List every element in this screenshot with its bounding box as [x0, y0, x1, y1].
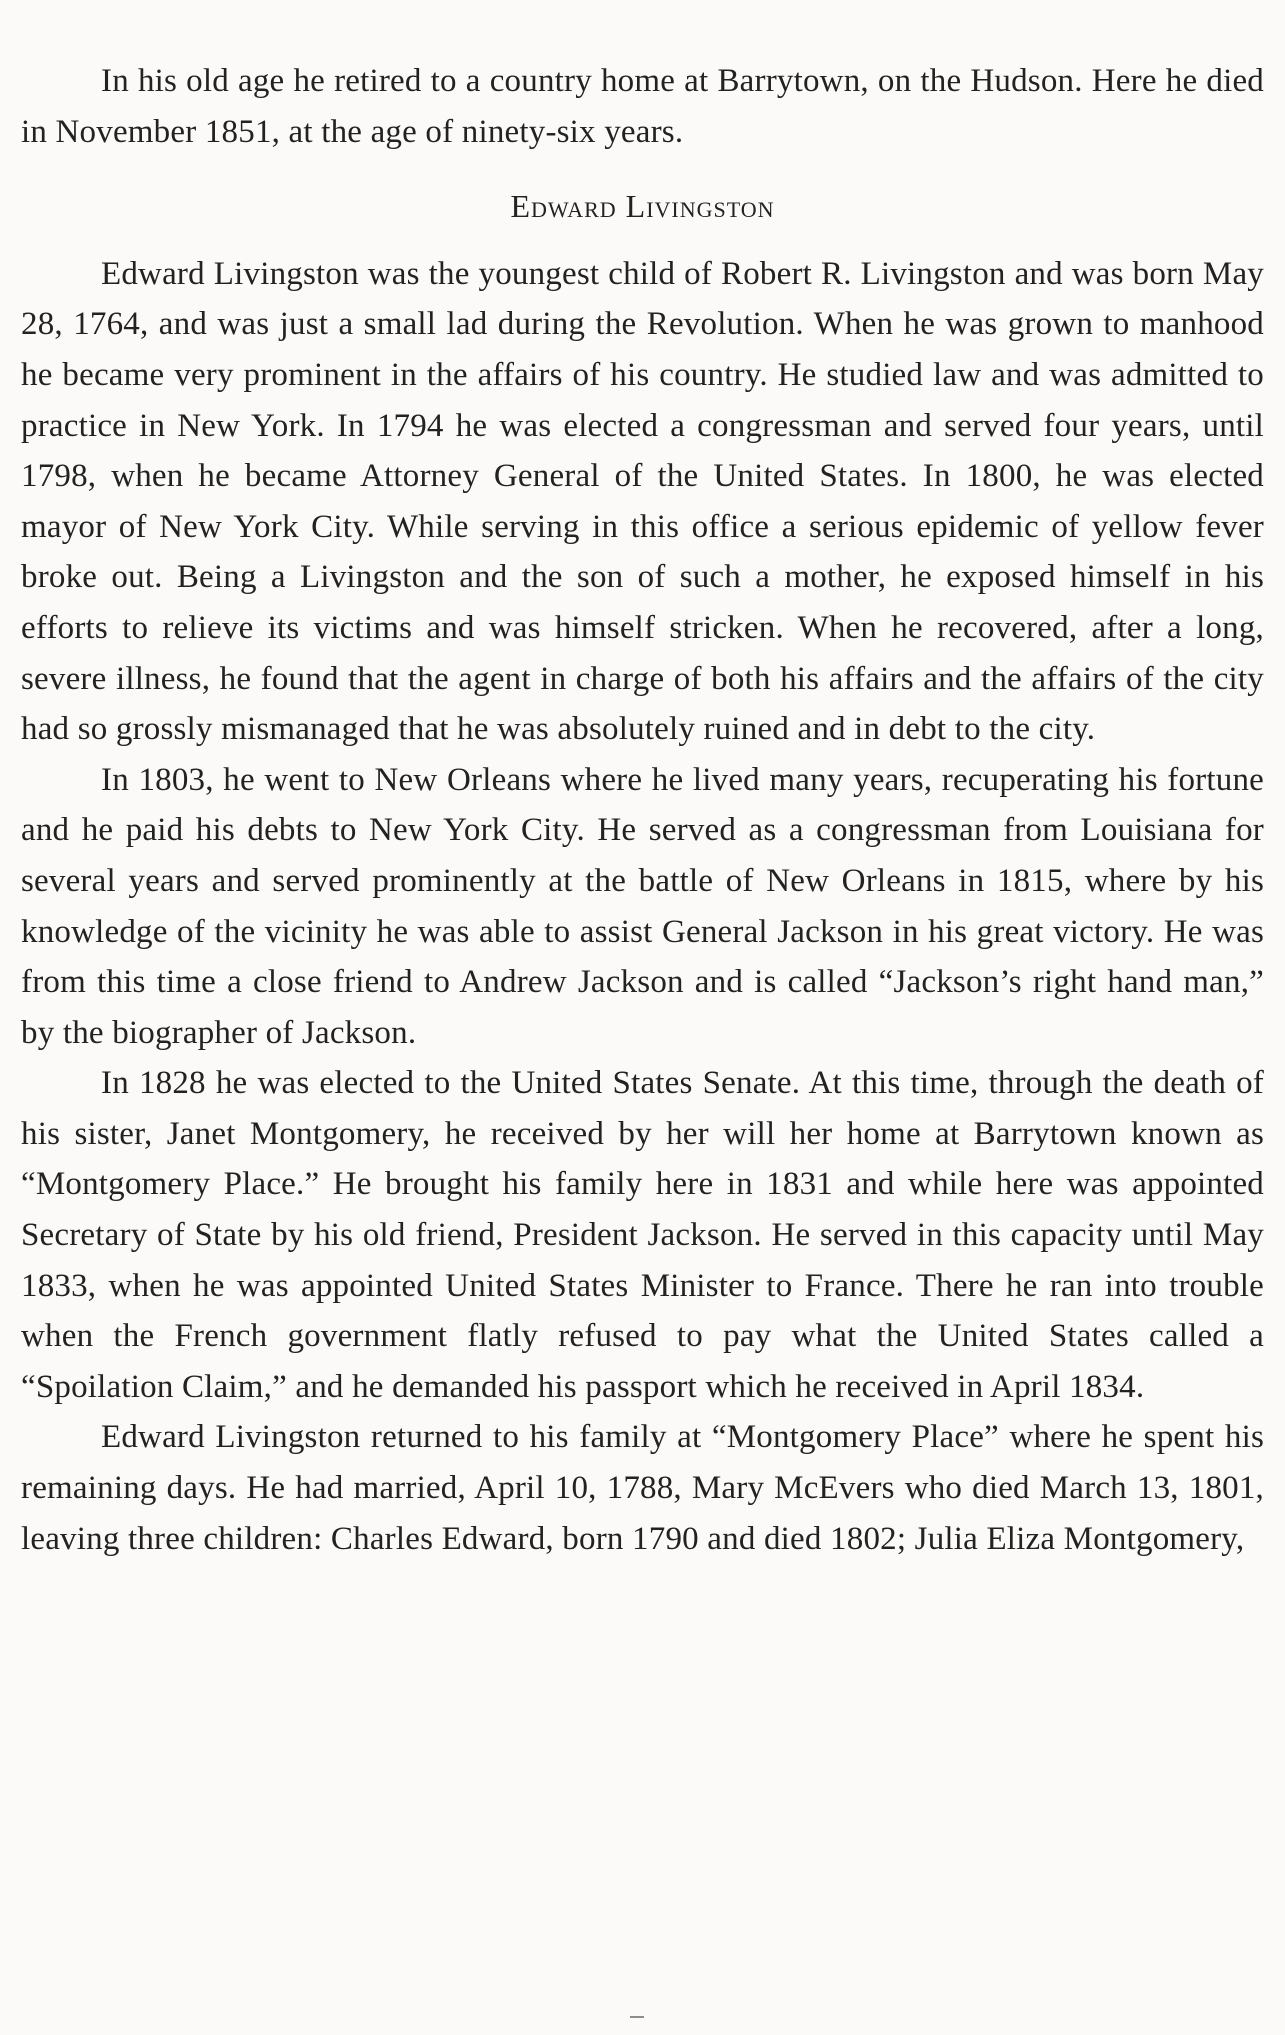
- body-paragraph-4: Edward Livingston returned to his family at “Montgomery Place” where he spent his remaining days. He had married, April 10, 1788, Mary McEvers who died March 13, 1801, leaving three children: Charles Edward, born 1790 and died 1802; Julia Eliza Montgomery,: [21, 1419, 1264, 1557]
- page-number-fragment: [630, 2016, 644, 2024]
- section-heading: Edward Livingston: [510, 188, 775, 225]
- body-paragraph-2: In 1803, he went to New Orleans where he lived many years, recuperating his fortune and he paid his debts to New York City. He served as a congressman from Louisiana for several years and served prominently at the battle of New Orleans in 1815, where by his knowledge of the vicinity he was able to assist General Jackson in his great victory. He was from this time a close friend to Andrew Jackson and is called “Jackson’s right hand man,” by the biographer of Jackson.: [21, 761, 1264, 1051]
- body-paragraph-1: Edward Livingston was the youngest child of Robert R. Livingston and was born May 28, 1764, and was just a small lad during the Revolution. When he was grown to manhood he became very prominent in the affairs of his country. He studied law and was admitted to practice in New York. In 1794 he was elected a congressman and served four years, until 1798, when he became Attorney General of the United States. In 1800, he was elected mayor of New York City. While serving in this office a serious epidemic of yellow fever broke out. Being a Livingston and the son of such a mother, he exposed himself in his efforts to relieve its victims and was himself stricken. When he recovered, after a long, severe illness, he found that the agent in charge of both his affairs and the affairs of the city had so grossly mismanaged that he was absolutely ruined and in debt to the city.: [21, 255, 1264, 748]
- intro-paragraph: In his old age he retired to a country home at Barrytown, on the Hudson. Here he died in November 1851, at the age of ninety-six years.: [21, 63, 1264, 150]
- document-page: [21, 56, 1264, 1564]
- body-paragraph-3: In 1828 he was elected to the United States Senate. At this time, through the death of his sister, Janet Montgomery, he received by her will her home at Barrytown known as “Montgomery Place.” He brought his family here in 1831 and while here was appointed Secretary of State by his old friend, President Jackson. He served in this capacity until May 1833, when he was appointed United States Minister to France. There he ran into trouble when the French government flatly refused to pay what the United States called a “Spoilation Claim,” and he demanded his passport which he received in April 1834.: [21, 1065, 1264, 1405]
